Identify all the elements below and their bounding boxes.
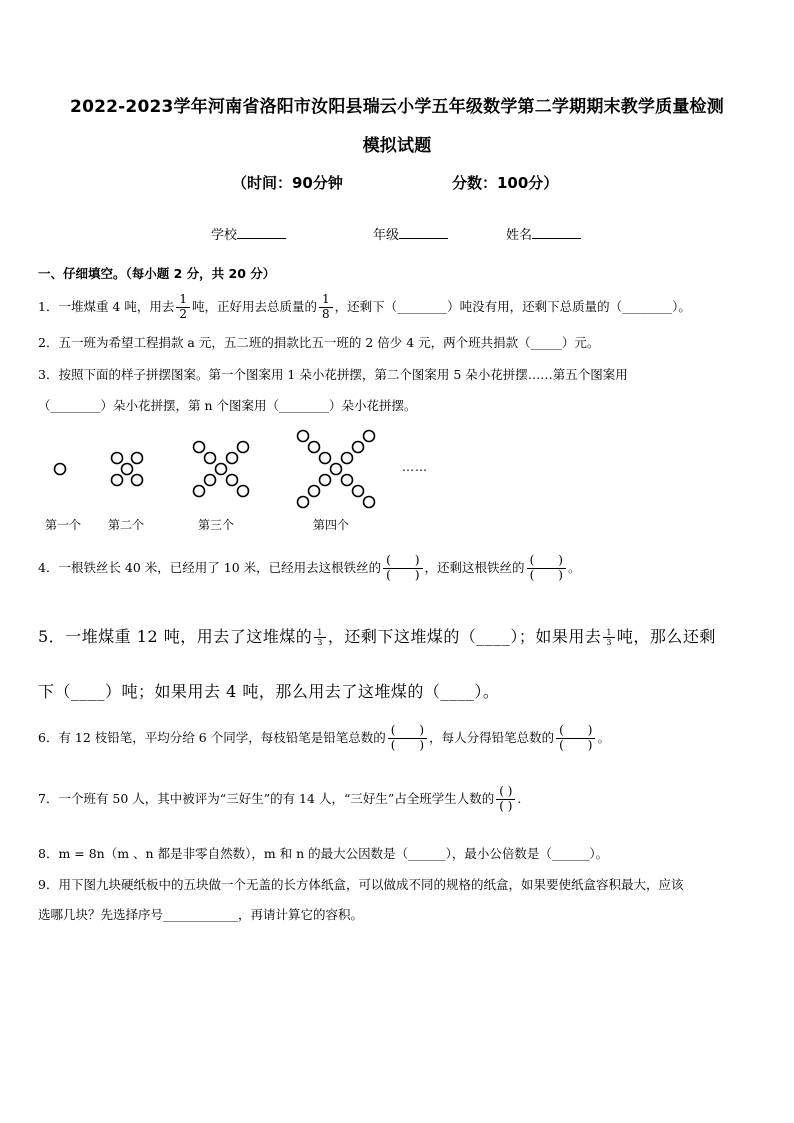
school-label: 学校 <box>211 228 238 243</box>
q6-text-c: 。 <box>597 729 610 745</box>
q1-fraction-1: $\frac{1}{2}$ <box>176 293 190 322</box>
pattern-label-2: 第二个 <box>108 518 145 532</box>
name-input-line[interactable] <box>532 225 581 239</box>
flower-3-1 <box>194 442 205 453</box>
flower-3-4 <box>227 453 238 464</box>
flower-3-2 <box>238 442 249 453</box>
question-9-line2: 选哪几块？先选择序号____________，再请计算它的容积。 <box>38 907 364 922</box>
flower-3-7 <box>227 475 238 486</box>
q4-fraction-blank-2[interactable]: $\frac{( )}{( )}$ <box>527 554 566 583</box>
flower-3-6 <box>205 475 216 486</box>
q5-text-c: 吨，那么还剩 <box>616 627 716 646</box>
q5-text-b: ，还剩下这堆煤的（____）；如果用去 <box>327 627 602 646</box>
flower-4-7 <box>331 464 342 475</box>
school-input-line[interactable] <box>237 225 286 239</box>
q4-fraction-blank-1[interactable]: $\frac{( )}{( )}$ <box>383 554 422 583</box>
pattern-label-1: 第一个 <box>45 518 82 532</box>
flower-2-4 <box>112 475 123 486</box>
flower-4-1 <box>298 431 309 442</box>
exam-score: 分数：100分） <box>452 174 559 192</box>
question-2: 2．五一班为希望工程捐款 a 元，五二班的捐款比五一班的 2 倍少 4 元，两个班共捐款（_____）元。 <box>38 335 600 350</box>
flower-4-13 <box>364 497 375 508</box>
flower-4-6 <box>342 453 353 464</box>
grade-label: 年级 <box>373 228 400 243</box>
q6-text-a: 6．有 12 枝铅笔，平均分给 6 个同学，每枝铅笔是铅笔总数的 <box>38 729 386 745</box>
question-4 <box>38 554 580 583</box>
flower-1-1 <box>55 464 66 475</box>
q7-fraction-blank[interactable]: $\frac{( )}{( )}$ <box>496 785 515 814</box>
question-3-line1: 3．按照下面的样子拼摆图案。第一个图案用 1 朵小花拼摆，第二个图案用 5 朵小花拼摆……第五个图案用 <box>38 367 628 382</box>
q5-fraction-1: $\frac{1}{3}$ <box>314 628 326 647</box>
flower-4-9 <box>342 475 353 486</box>
q4-text-c: 。 <box>567 559 581 575</box>
flower-3-5 <box>216 464 227 475</box>
section-title: 一、仔细填空。（每小题 2 分，共 20 分） <box>38 266 276 281</box>
pattern-ellipsis: …… <box>402 460 428 474</box>
question-7 <box>38 785 521 814</box>
q1-text-b: 吨，正好用去总质量的 <box>192 298 318 314</box>
flower-3-9 <box>238 486 249 497</box>
q6-fraction-blank-1[interactable]: $\frac{( )}{( )}$ <box>388 724 427 753</box>
flower-4-11 <box>353 486 364 497</box>
question-5-line2: 下（____）吨；如果用去 4 吨，那么用去了这堆煤的（____）。 <box>38 682 500 701</box>
q4-text-a: 4．一根铁丝长 40 米，已经用了 10 米，已经用去这根铁丝的 <box>38 559 382 575</box>
question-8: 8．m = 8n（m 、n 都是非零自然数），m 和 n 的最大公因数是（______），最小公倍数是（______）。 <box>38 846 609 861</box>
flower-4-10 <box>309 486 320 497</box>
name-field <box>506 224 581 243</box>
flower-2-5 <box>132 475 143 486</box>
flower-pattern-figure <box>30 425 450 535</box>
flower-3-3 <box>205 453 216 464</box>
grade-field <box>373 224 448 243</box>
question-5-line1 <box>38 624 716 647</box>
q6-fraction-blank-2[interactable]: $\frac{( )}{( )}$ <box>556 724 595 753</box>
flower-4-12 <box>298 497 309 508</box>
flower-2-3 <box>122 464 133 475</box>
q4-text-b: ，还剩这根铁丝的 <box>424 559 525 575</box>
q7-text-a: 7．一个班有 50 人，其中被评为“三好生”的有 14 人，“三好生”占全班学生人数的 <box>38 790 495 806</box>
q1-text-c: ，还剩下（________）吨没有用，还剩下总质量的（________）。 <box>334 298 691 314</box>
q5-fraction-2: $\frac{1}{3}$ <box>603 628 615 647</box>
page-title-line1: 2022-2023学年河南省洛阳市汝阳县瑞云小学五年级数学第二学期期末教学质量检测 <box>70 97 724 117</box>
q7-text-c: . <box>517 790 522 806</box>
page-title-line2: 模拟试题 <box>362 136 432 156</box>
question-1 <box>38 293 691 322</box>
flower-4-5 <box>320 453 331 464</box>
name-label: 姓名 <box>506 228 533 243</box>
school-field <box>211 224 286 243</box>
question-3-line2: （________）朵小花拼摆，第 n 个图案用（________）朵小花拼摆。 <box>38 398 417 413</box>
q5-text-a: 5．一堆煤重 12 吨，用去了这堆煤的 <box>38 627 313 646</box>
flower-4-4 <box>353 442 364 453</box>
flower-4-2 <box>364 431 375 442</box>
flower-3-8 <box>194 486 205 497</box>
exam-time: （时间：90分钟 <box>232 174 343 192</box>
q1-text-a: 1．一堆煤重 4 吨，用去 <box>38 298 175 314</box>
flower-4-3 <box>309 442 320 453</box>
pattern-label-4: 第四个 <box>313 518 350 532</box>
grade-input-line[interactable] <box>399 225 448 239</box>
q6-text-b: ，每人分得铅笔总数的 <box>429 729 555 745</box>
q1-fraction-2: $\frac{1}{8}$ <box>319 293 333 322</box>
pattern-label-3: 第三个 <box>198 518 235 532</box>
question-6 <box>38 724 610 753</box>
flower-2-2 <box>132 453 143 464</box>
question-9-line1: 9．用下图九块硬纸板中的五块做一个无盖的长方体纸盒，可以做成不同的规格的纸盒，如果要使纸盒容积最大，应该 <box>38 877 684 892</box>
flower-4-8 <box>320 475 331 486</box>
flower-2-1 <box>112 453 123 464</box>
